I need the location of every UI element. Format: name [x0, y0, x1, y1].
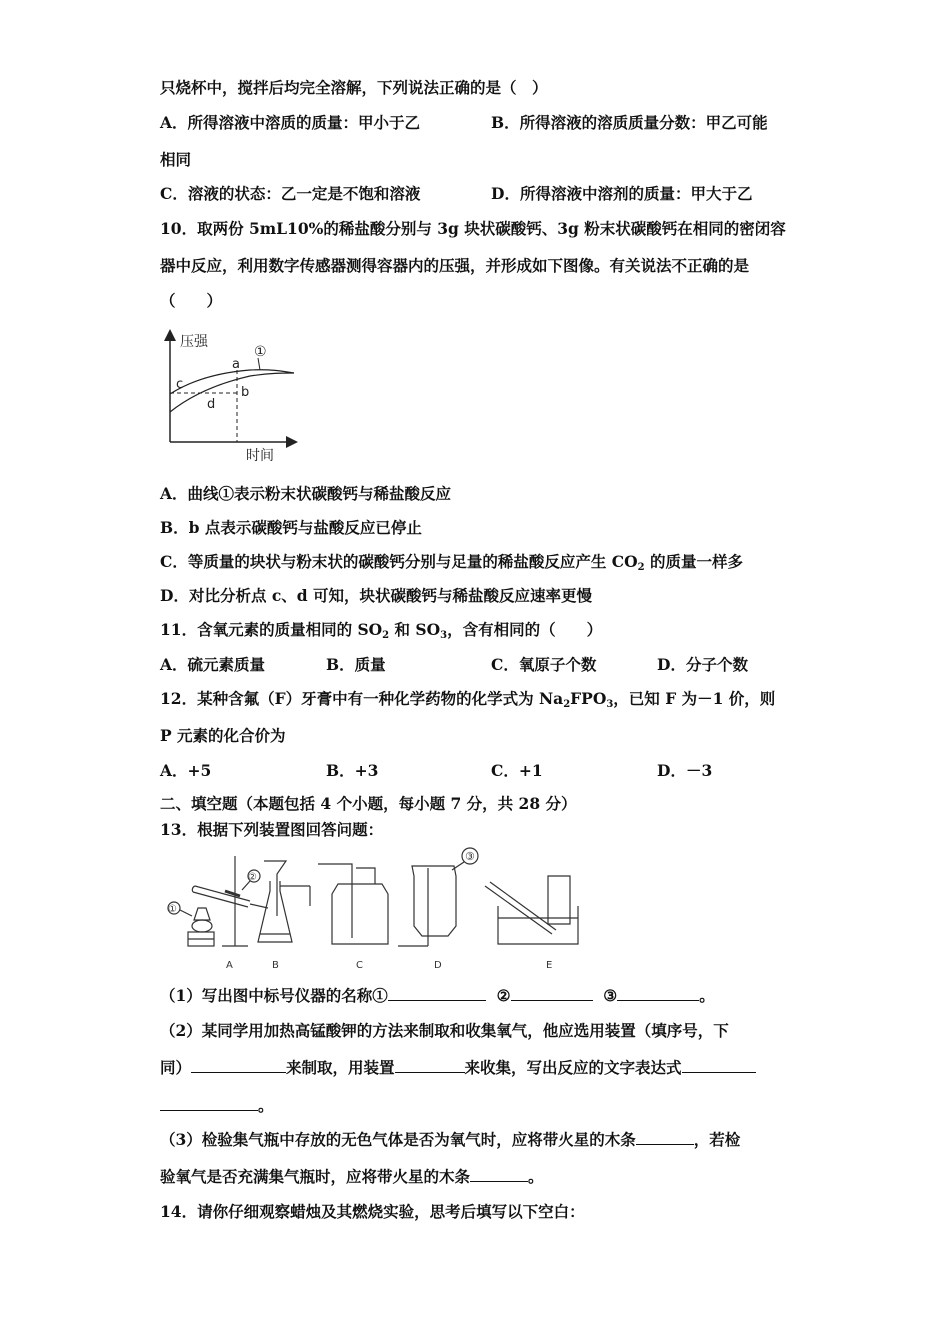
blank-3[interactable]: [617, 986, 699, 1001]
x-axis-label: 时间: [246, 448, 274, 464]
label-b: B: [272, 960, 279, 971]
apparatus-figure: [160, 846, 580, 974]
point-d-label: d: [207, 397, 216, 412]
point-b-label: b: [241, 385, 250, 400]
point-a-label: a: [232, 357, 240, 372]
q11-option-d: D．分子个数: [657, 655, 748, 674]
blank-2[interactable]: [511, 986, 593, 1001]
q13-part3-line1: （3）检验集气瓶中存放的无色气体是否为氧气时，应将带火星的木条 ，若检: [160, 1130, 741, 1149]
q12-stem-line2: P 元素的化合价为: [160, 726, 286, 745]
y-axis-label: 压强: [180, 334, 208, 350]
curve-2: [170, 373, 294, 412]
blank-test-oxygen[interactable]: [636, 1130, 694, 1145]
q13-part3-line2: 验氧气是否充满集气瓶时，应将带火星的木条 。: [160, 1167, 544, 1186]
apparatus-a: [168, 856, 268, 946]
q9-option-d: D．所得溶液中溶剂的质量：甲大于乙: [491, 184, 753, 203]
q9-option-b-cont: 相同: [160, 150, 192, 169]
q13-part2-line2: 同） 来制取，用装置 来收集，写出反应的文字表达式: [160, 1058, 756, 1078]
q12-option-b: B．+3: [326, 761, 379, 780]
q11-option-c: C．氧原子个数: [491, 655, 597, 674]
q12-option-d: D．－3: [657, 761, 713, 780]
apparatus-b: [258, 861, 310, 942]
q10-option-d: D．对比分析点 c、d 可知，块状碳酸钙与稀盐酸反应速率更慢: [160, 586, 593, 605]
label-e: E: [546, 960, 553, 971]
apparatus-e: [485, 876, 578, 944]
curve-1-label: ①: [254, 344, 267, 360]
q12-stem-line1: 12．某种含氟（F）牙膏中有一种化学药物的化学式为 $Na_2FPO_3$，已知 F 为－1 价，则: [160, 689, 776, 710]
q10-option-a: A．曲线①表示粉末状碳酸钙与稀盐酸反应: [160, 484, 452, 503]
mark-2: ②: [248, 872, 257, 883]
q13-part1: （1）写出图中标号仪器的名称① ② ③ 。: [160, 986, 715, 1005]
point-c-label: c: [176, 377, 184, 392]
label-d: D: [434, 960, 442, 971]
blank-expression-b[interactable]: [160, 1096, 258, 1111]
label-c: C: [356, 960, 363, 971]
q12-option-a: A．+5: [160, 761, 212, 780]
q13-part2-line1: （2）某同学用加热高锰酸钾的方法来制取和收集氧气，他应选用装置（填序号，下: [160, 1021, 729, 1040]
section-2-heading: 二、填空题（本题包括 4 个小题，每小题 7 分，共 28 分）: [160, 794, 577, 813]
q9-option-b: B．所得溶液的溶质质量分数：甲乙可能: [491, 113, 768, 132]
blank-expression-a[interactable]: [682, 1058, 756, 1073]
pressure-time-graph: [150, 322, 310, 464]
mark-1: ①: [168, 904, 177, 915]
q10-stem-line3: （ ）: [160, 291, 223, 310]
mark-3: ③: [465, 850, 475, 863]
q13-part2-line3: 。: [160, 1096, 274, 1116]
q11-option-a: A．硫元素质量: [160, 655, 266, 674]
q9-stem-tail: 只烧杯中，搅拌后均完全溶解，下列说法正确的是（ ）: [160, 78, 548, 97]
q10-option-c: C．等质量的块状与粉末状的碳酸钙分别与足量的稀盐酸反应产生 $CO_2$ 的质量一样多: [160, 552, 743, 573]
blank-1[interactable]: [388, 986, 486, 1001]
label-a: A: [226, 960, 233, 971]
q13-stem: 13．根据下列装置图回答问题：: [160, 820, 384, 839]
q14-stem: 14．请你仔细观察蜡烛及其燃烧实验，思考后填写以下空白：: [160, 1202, 585, 1221]
q10-stem-line2: 器中反应，利用数字传感器测得容器内的压强，并形成如下图像。有关说法不正确的是: [160, 256, 750, 275]
q11-stem: 11．含氧元素的质量相同的 $SO_2$ 和 $SO_3$，含有相同的（ ）: [160, 620, 603, 641]
q10-option-b: B．b 点表示碳酸钙与盐酸反应已停止: [160, 518, 422, 537]
blank-test-full[interactable]: [470, 1167, 528, 1182]
q9-option-a: A．所得溶液中溶质的质量：甲小于乙: [160, 113, 421, 132]
q10-stem-line1: 10．取两份 5mL10%的稀盐酸分别与 3g 块状碳酸钙、3g 粉末状碳酸钙在相同的密闭容: [160, 219, 786, 238]
q9-option-c: C．溶液的状态：乙一定是不饱和溶液: [160, 184, 421, 203]
blank-apparatus-make[interactable]: [191, 1058, 286, 1073]
apparatus-c: [318, 864, 388, 944]
blank-apparatus-collect[interactable]: [395, 1058, 465, 1073]
q12-option-c: C．+1: [491, 761, 543, 780]
q11-option-b: B．质量: [326, 655, 386, 674]
